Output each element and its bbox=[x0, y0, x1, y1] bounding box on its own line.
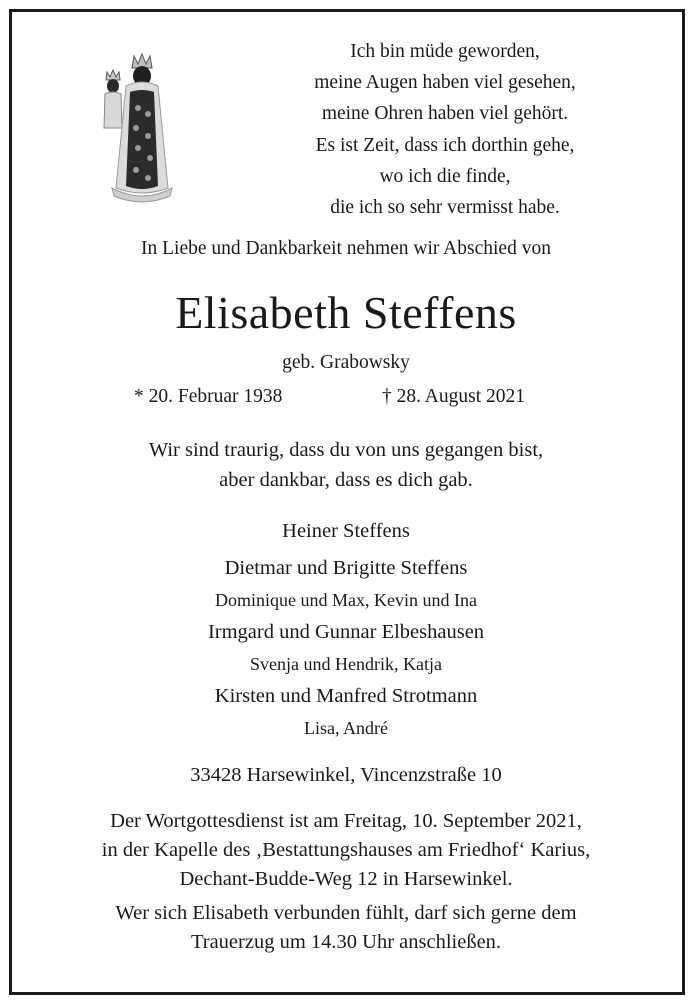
closing-line: Trauerzug um 14.30 Uhr anschließen. bbox=[190, 931, 502, 953]
family-main: Dietmar und Brigitte Steffens bbox=[224, 557, 468, 579]
poem-line: die ich so sehr vermisst habe. bbox=[330, 197, 560, 219]
family-main: Kirsten und Manfred Strotmann bbox=[214, 685, 478, 707]
address: 33428 Harsewinkel, Vincenzstraße 10 bbox=[190, 764, 502, 786]
poem bbox=[205, 36, 685, 223]
madonna-statue-icon bbox=[98, 48, 182, 206]
birth-date: * 20. Februar 1938 bbox=[134, 386, 283, 407]
family-sub: Dominique und Max, Kevin und Ina bbox=[215, 590, 477, 610]
poem-line: Es ist Zeit, dass ich dorthin gehe, bbox=[315, 134, 575, 156]
family-sub: Lisa, André bbox=[304, 718, 388, 738]
service-line: Dechant-Budde-Weg 12 in Harsewinkel. bbox=[179, 868, 513, 890]
verse-line: Wir sind traurig, dass du von uns gegangen bist, bbox=[148, 439, 544, 461]
service-line: Der Wortgottesdienst ist am Freitag, 10. September 2021, bbox=[110, 810, 582, 832]
family-main: Heiner Steffens bbox=[282, 520, 410, 542]
closing-line: Wer sich Elisabeth verbunden fühlt, darf sich gerne dem bbox=[115, 902, 577, 924]
intro-text: In Liebe und Dankbarkeit nehmen wir Abschied von bbox=[141, 238, 551, 259]
family-main: Irmgard und Gunnar Elbeshausen bbox=[207, 621, 485, 643]
death-date: † 28. August 2021 bbox=[382, 386, 526, 407]
born-name: geb. Grabowsky bbox=[282, 352, 410, 373]
poem-line: wo ich die finde, bbox=[379, 165, 511, 187]
family-sub: Svenja und Hendrik, Katja bbox=[250, 654, 442, 674]
poem-line: meine Augen haben viel gesehen, bbox=[314, 72, 576, 94]
poem-line: Ich bin müde geworden, bbox=[350, 41, 540, 62]
verse-line: aber dankbar, dass es dich gab. bbox=[219, 469, 473, 491]
poem-line: meine Ohren haben viel gehört. bbox=[321, 103, 569, 125]
service-line: in der Kapelle des ‚Bestattungshauses am Friedhof‘ Karius, bbox=[101, 839, 591, 861]
deceased-name: Elisabeth Steffens bbox=[175, 287, 517, 338]
